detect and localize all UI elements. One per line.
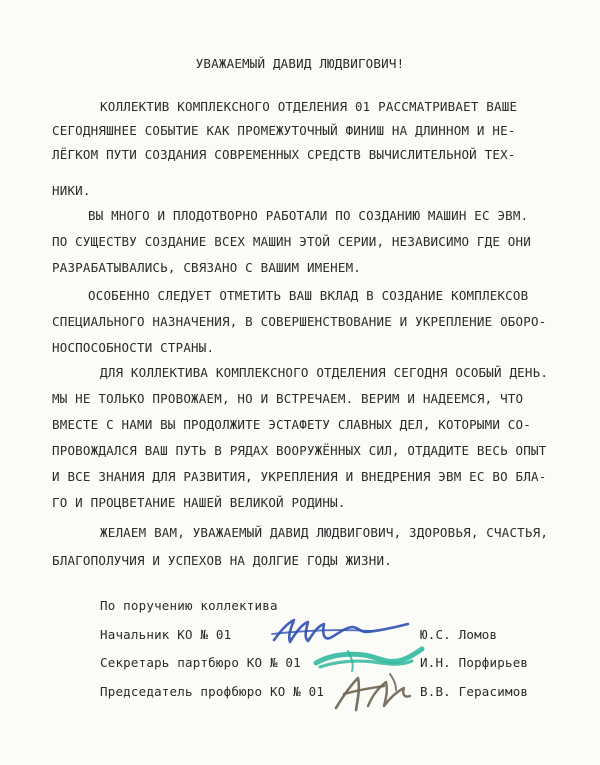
signature-name: И.Н. Порфирьев (420, 655, 529, 670)
body-line: БЛАГОПОЛУЧИЯ И УСПЕХОВ НА ДОЛГИЕ ГОДЫ ЖИЗНИ. (52, 553, 392, 568)
body-line: ДЛЯ КОЛЛЕКТИВА КОМПЛЕКСНОГО ОТДЕЛЕНИЯ СЕГОДНЯ ОСОБЫЙ ДЕНЬ. (100, 365, 549, 380)
signature-preamble: По поручению коллектива (100, 598, 278, 613)
body-line: СЕГОДНЯШНЕЕ СОБЫТИЕ КАК ПРОМЕЖУТОЧНЫЙ ФИНИШ НА ДЛИННОМ И НЕ- (52, 123, 516, 138)
signature-title: Секретарь партбюро КО № 01 (100, 655, 301, 670)
signature-name: Ю.С. Ломов (420, 627, 498, 642)
signature-name: В.В. Герасимов (420, 684, 529, 699)
body-line: ПО СУЩЕСТВУ СОЗДАНИЕ ВСЕХ МАШИН ЭТОЙ СЕРИИ, НЕЗАВИСИМО ГДЕ ОНИ (52, 234, 531, 249)
body-line: КОЛЛЕКТИВ КОМПЛЕКСНОГО ОТДЕЛЕНИЯ 01 РАССМАТРИВАЕТ ВАШЕ (100, 99, 518, 114)
body-line: ЛЁГКОМ ПУТИ СОЗДАНИЯ СОВРЕМЕННЫХ СРЕДСТВ ВЫЧИСЛИТЕЛЬНОЙ ТЕХ- (52, 147, 516, 162)
body-line: НИКИ. (52, 183, 91, 198)
salutation: УВАЖАЕМЫЙ ДАВИД ЛЮДВИГОВИЧ! (195, 56, 405, 71)
body-line: НОСПОСОБНОСТИ СТРАНЫ. (52, 340, 215, 355)
body-line: ВМЕСТЕ С НАМИ ВЫ ПРОДОЛЖИТЕ ЭСТАФЕТУ СЛАВНЫХ ДЕЛ, КОТОРЫМИ СО- (52, 417, 531, 432)
body-line: СПЕЦИАЛЬНОГО НАЗНАЧЕНИЯ, В СОВЕРШЕНСТВОВАНИЕ И УКРЕПЛЕНИЕ ОБОРО- (52, 314, 547, 329)
body-line: ГО И ПРОЦВЕТАНИЕ НАШЕЙ ВЕЛИКОЙ РОДИНЫ. (52, 495, 346, 510)
signature-title: Председатель профбюро КО № 01 (100, 684, 325, 699)
body-line: ЖЕЛАЕМ ВАМ, УВАЖАЕМЫЙ ДАВИД ЛЮДВИГОВИЧ, ЗДОРОВЬЯ, СЧАСТЬЯ, (100, 525, 549, 540)
body-line: РАЗРАБАТЫВАЛИСЬ, СВЯЗАНО С ВАШИМ ИМЕНЕМ. (52, 260, 362, 275)
body-line: ПРОВОЖДАЛСЯ ВАШ ПУТЬ В РЯДАХ ВООРУЖЁННЫХ СИЛ, ОТДАДИТЕ ВЕСЬ ОПЫТ (52, 443, 547, 458)
body-line: И ВСЕ ЗНАНИЯ ДЛЯ РАЗВИТИЯ, УКРЕПЛЕНИЯ И ВНЕДРЕНИЯ ЭВМ ЕС ВО БЛА- (52, 469, 547, 484)
signature-title: Начальник КО № 01 (100, 627, 232, 642)
body-line: ВЫ МНОГО И ПЛОДОТВОРНО РАБОТАЛИ ПО СОЗДАНИЮ МАШИН ЕС ЭВМ. (88, 208, 529, 223)
handwritten-signature-dark (330, 668, 418, 716)
body-line: МЫ НЕ ТОЛЬКО ПРОВОЖАЕМ, НО И ВСТРЕЧАЕМ. ВЕРИМ И НАДЕЕМСЯ, ЧТО (52, 391, 524, 406)
body-line: ОСОБЕННО СЛЕДУЕТ ОТМЕТИТЬ ВАШ ВКЛАД В СОЗДАНИЕ КОМПЛЕКСОВ (88, 288, 529, 303)
